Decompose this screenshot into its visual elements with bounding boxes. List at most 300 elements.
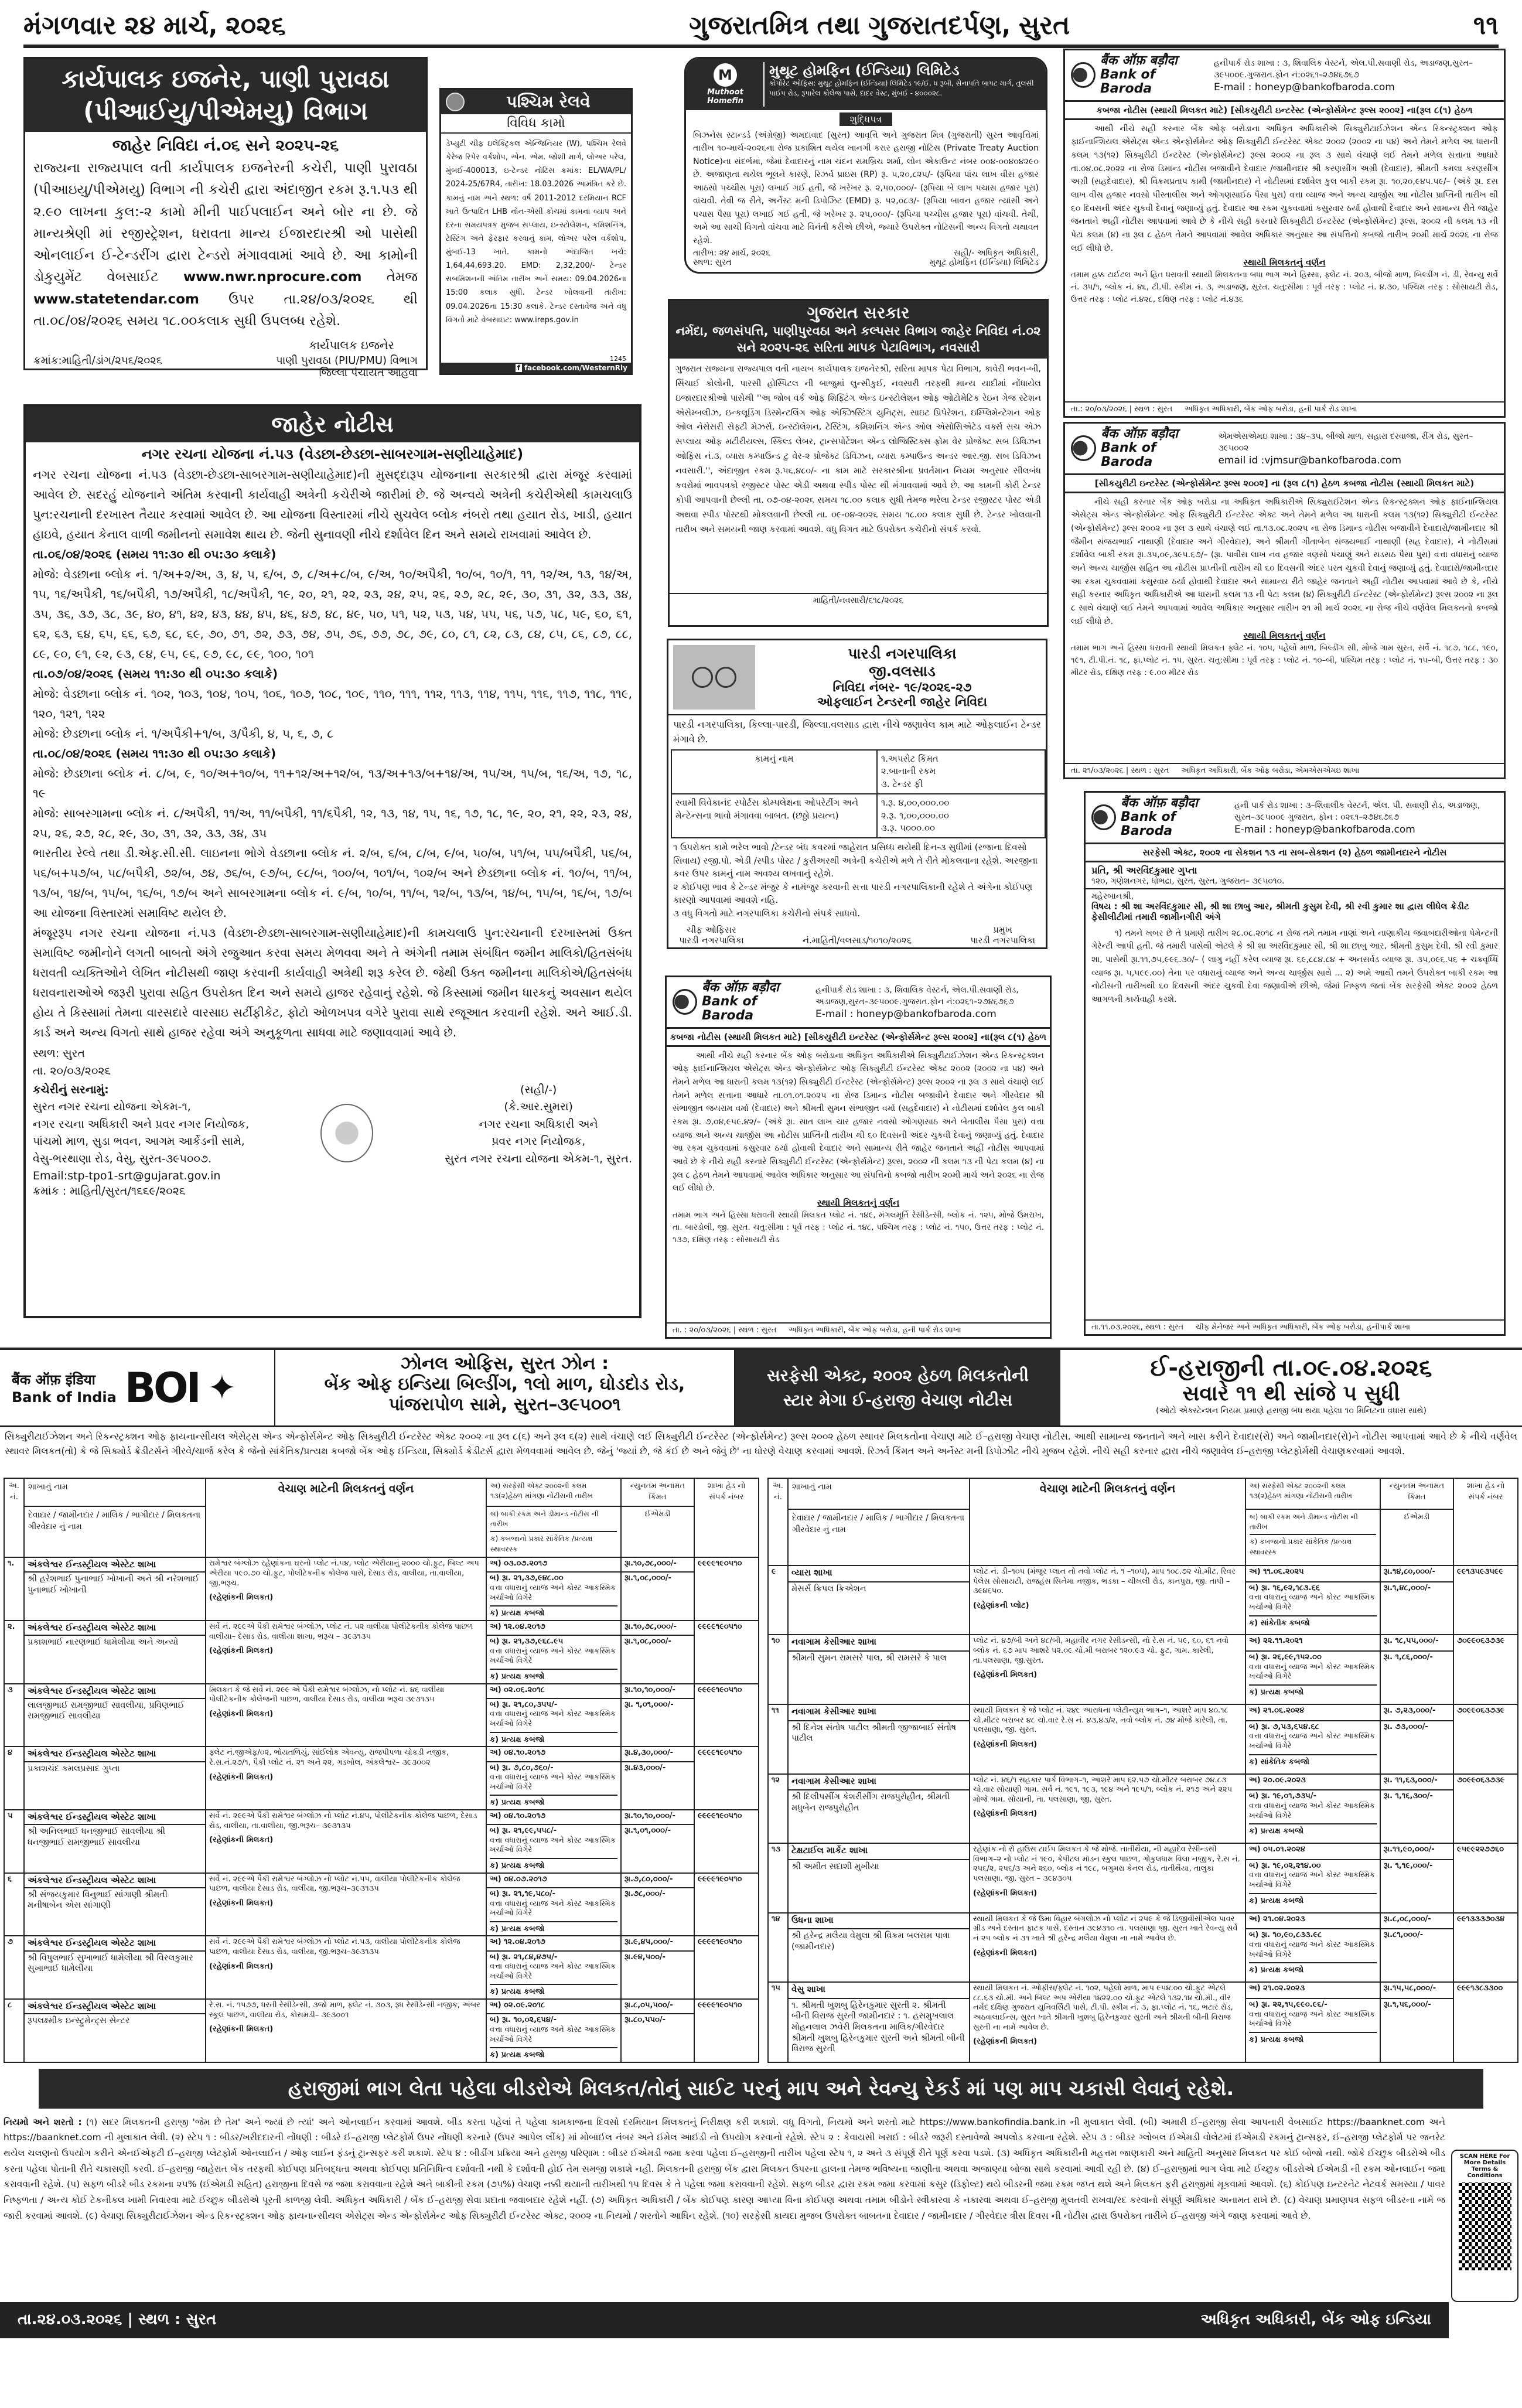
row-branch: અંકલેશ્વર ઈન્ડસ્ટ્રીયલ એસ્ટેટ શાખા	[24, 1810, 206, 1824]
bob-email[interactable]: E-mail : honeyp@bankofbaroda.com	[1234, 823, 1415, 835]
row-contact: ૯૯૧૩૩૩૭૦૩૪	[1453, 1913, 1518, 1983]
masthead-title: ગુજરાતમિત્ર તથા ગુજરાતદર્પણ, સુરત	[689, 10, 1070, 40]
row-contact: ૯૯૯૯૧૯૦૫૧૦	[694, 1684, 759, 1747]
govt-header-2: નર્મદા, જળસંપત્તિ, પાણીપુરવઠા અને કલ્પસર વિભાગ જાહેર નિવિદા નં.૦૨ સને ૨૦૨૫-૨૬ સરિતા માપક પેટાવિભાગ, નવસારી	[675, 324, 1041, 355]
tender-body-mid: તેમજ	[386, 270, 418, 285]
row-borrower: પ્રકાશભાઈ નારણભાઈ ધામેલીયા અને અન્યો	[24, 1635, 206, 1684]
row-c: ક) પ્રત્યક્ષ કબજો	[490, 1669, 617, 1682]
col-a: અ) સરફેસી એક્ટ ૨૦૦૨ની કલમ ૧૩(૨)હેઠળ માંગણા નોટીસની તારીખ	[1245, 1478, 1380, 1509]
govt-header-1: ગુજરાત સરકાર	[807, 303, 910, 322]
boi-table-row	[4, 1810, 759, 1824]
boi-table-row	[4, 1557, 759, 1572]
boi-table-row	[768, 1704, 1518, 1721]
row-contact: ૯૯૯૯૧૯૦૫૧૦	[694, 1873, 759, 1936]
pardi-ref: નં.માહિતી/વલસાડ/૧૦૧૦/૨૦૨૬	[802, 935, 912, 946]
schedule-item: મોજે: વેડછાના બ્લોક નં. ૧/અ+૨/અ, ૩, ૪, ૫, ૬/બ, ૭, ૮/અ+૮/બ, ૯/અ, ૧૦/અપૈકી, ૧૦/બ, ૧૦/૧, ૧૧, ૧૨/અ, ૧૩, ૧૪/અ, ૧૫, ૧૬/અપૈકી, ૧૬/બપૈકી, ૧૭/અપૈકી, ૧૮/અપૈકી, ૧૯, ૨૦, ૨૧, ૨૨, ૨૩, ૨૪, ૨૫, ૨૬, ૨૭, ૨૮, ૨૯, ૩૦, ૩૧, ૩૨, ૩૩, ૩૪, ૩૫, ૩૬, ૩૭, ૩૮, ૩૯, ૪૦, ૪૧, ૪૨, ૪૩, ૪૪, ૪૫, ૪૬, ૪૭, ૪૮, ૪૯, ૫૦, ૫૧, ૫૨, ૫૩, ૫૪, ૫૫, ૫૬, ૫૭, ૫૮, ૫૯, ૬૦, ૬૧, ૬૨, ૬૩, ૬૪, ૬૫, ૬૬, ૬૭, ૬૮, ૬૯, ૭૦, ૭૧, ૭૨, ૭૩, ૭૪, ૭૫, ૭૬, ૭૭, ૭૮, ૭૯, ૮૦, ૮૧, ૮૨, ૮૩, ૮૪, ૮૫, ૮૬, ૮૭, ૮૮, ૮૯, ૯૦, ૯૧, ૯૨, ૯૩, ૯૪, ૯૫, ૯૬, ૯૭, ૯૮, ૯૯, ૧૦૦, ૧૦૧	[33, 567, 632, 661]
pardi-note: ૧ ઉપરોક્ત કામે ભરેલ ભાવો /ટેન્ડર બંધ કવરમાં જાહેરાત પ્રસિધ્ધ થયેથી દિન-૩ સુધીમાં (રજાના દિવસો સિવાય) રજી.પો. એડી /સ્પીડ પોસ્ટ / કુરીઅરથી અત્રેની કચેરીએ મળે તે રીતે મોકલવાના રહેશે. અરજીના કવર ઉપર કામનું નામ અવશ્ય લખવાનું રહેશે.	[673, 842, 1038, 879]
row-borrower: પ્રકાશચંદ કમલપ્રસાદ ગુપ્તા	[24, 1762, 206, 1810]
row-contact: ૯૯૯૯૧૯૦૫૧૦	[694, 1747, 759, 1810]
row-a: અ) ૨૧.૦૪.૨૦૨૩	[1245, 1913, 1380, 1929]
bob-schedule-title: સ્થાયી મિલકતનું વર્ણન	[1243, 257, 1326, 268]
public-notice-schedule	[33, 544, 632, 843]
pardi-sign-right-2: પારડી નગરપાલિકા	[970, 935, 1035, 946]
row-branch: અંકલેશ્વર ઈન્ડસ્ટ્રીયલ એસ્ટેટ શાખા	[24, 1936, 206, 1950]
corrigendum-badge: શુદ્ધિપત્ર	[840, 112, 893, 126]
bob-brand-en: Bank of Baroda	[1120, 810, 1176, 839]
pardi-sign-left-1: ચીફ ઓફિસર	[686, 925, 736, 936]
row-reserve: રૂા.૧૦,૭૮,૦૦૦/-	[621, 1621, 694, 1635]
muthoot-body: બિઝનેસ સ્ટાન્ડર્ડ (અંગ્રેજી) અમદાવાદ (સુરત) આવૃત્તિ અને ગુજરાત મિત્ર (ગુજરાતી) સુરત આવૃત્તિમાં તારીખ ૧૦-માર્ચ-૨૦૨૬ના રોજ પ્રકાશિત થયેલ ખાનગી કરાર હરાજી નોટિસ (Private Treaty Auction Notice)ના સંદર્ભમાં, જેમાં દેવાદારનું નામ ચંદન રામબ્રિચ શર્મા, લોન એકાઉન્ટ નંબર ૦૦૪-૦૦૪૦૪૨૯૦ છે. અજાણતા થયેલ ભૂલને કારણે, રિઝર્વ પ્રાઇસ (RP) રૂ. ૫,૨૦,૮૨૫/- (રૂપિયા પાંચ લાખ વીસ હજાર આઠસો પચ્ચીસ પૂરા) લખાઈ ગઈ હતી, જે ખરેખર રૂ. ૨,૫૦,૦૦૦/- (રૂપિયા બે લાખ પચાસ હજાર પૂરા) વાંચવી. તેવી જ રીતે, અર્નેસ્ટ મની ડિપોઝિટ (EMD) રૂ. ૫૨,૦૮૩/- (રૂપિયા બાવન હજાર ત્યાંસી અને પચાસ પૈસા પૂરા) લખાઈ ગઈ હતી, જે ખરેખર રૂ. ૨૫,૦૦૦/- (રૂપિયા પચ્ચીસ હજાર પૂરા) વાંચવી. તેથી, અમે આ સાચી વિગતો વાંચવા માટે વિનંતી કરીએ છીએ, જ્યારે ઉપરોક્ત નોટિસની અન્ય વિગતો યથાવત રહેશે.	[693, 131, 1039, 245]
row-sr: ૧૧	[768, 1704, 788, 1774]
pardi-amounts	[877, 794, 1045, 838]
row-a: અ) ૦૪.૧૦.૨૦૧૭	[486, 1747, 621, 1761]
row-a: અ) ૨૧.૦૨.૨૦૨૩	[1245, 1982, 1380, 1998]
row-contact: ૭૦૯૯૦૬૩૭૩૯	[1453, 1774, 1518, 1844]
bob-branch: એમએસએમઇ શાખા : ૩૪–૩૫, બીજો માળ, સહારા દરવાજા, રીંગ રોડ, સુરત–૩૯૫૦૦૨	[1218, 431, 1473, 453]
col-reserve: ન્યુનતમ અનામત કિંમત	[1380, 1478, 1453, 1509]
row-emd: રૂા. ૭૩,૦૦૦/-	[1380, 1721, 1453, 1774]
row-emd: રૂા.૭૮,૦૦૦/-	[621, 1888, 694, 1936]
boi-logo: BOI	[124, 1363, 199, 1412]
col-c: ક) કબજાનો પ્રકાર સાંકેતિક /પ્રત્યક્ષ સ્થાવરસ્ક	[1250, 1534, 1376, 1557]
boi-banner: હરાજીમાં ભાગ લેતા પહેલા બીડરોએ મિલકત/તોનું સાઈટ પરનું માપ અને રેવન્યુ રેકર્ડ માં પણ માપ ચકાસી લેવાનું રહેશે.	[39, 2069, 1483, 2109]
bob-notice-4	[665, 976, 1052, 1339]
page-number: ૧૧	[1473, 10, 1499, 40]
boi-table-left	[4, 1478, 759, 2063]
row-property: રહેણાંક નો રો હાઉસ ટાઈપ મિલકત કે જે મોજે. તાતીથૈયા, ની મહાદેવ રેસીન્ડસી વિભાગ–૨ નો પ્લોટ નં ૧૯૦, કેપીટલ મૉડન સ્કુલ પાછળ, ગોકુલધામ વિલા નજીક, રે.સ નં. ૨૫૬/૨, ૨૫૬/૩ અને ૨૬૦, બ્લોક નં ૧૯૮, બગુમરા કેનલ રોડ, તાતીથૈયા, તાલુકા પલસાણા. જી. સુરત – ૩૯૪૩૦૫	[973, 1845, 1240, 1883]
boi-auction-time: સવારે ૧૧ થી સાંજે ૫ સુધી	[1182, 1382, 1400, 1406]
row-c: ક) પ્રત્યક્ષ કબજો	[1249, 1684, 1377, 1698]
row-a: અ) ૧૨.૦૪.૨૦૧૭	[486, 1621, 621, 1635]
row-interest-note: વત્તા વધારાનું વ્યાજ અને કોસ્ટ આકસ્મિક ખર્ચાઓ વિગેરે	[1249, 1662, 1375, 1681]
row-b: બ) રૂા. ૨૧,૯૯,૫૫૮/-	[490, 1826, 557, 1836]
row-property: સ્થાયી મિલકત નં. ઓફીસ/ફ્લેટ નં. ૧૦૨, પહેલો માળ, માપ ૯૫૪.૦૦ ચો.ફુટ એટલે ૮૮.૬૩ ચો.મી. અને બિલ્ટ અપ એરીયા ૧૪૨૨.૦૦ ચો.ફુટ એટલે ૧૩૨.૧૪ ચો.મી., વીર નર્મદ દક્ષિણ ગુજરાત યુનિવર્સિટી પાસે, ટી.પી. સ્કીમ નં. ૩, ફા.પ્લોટ નં. ૧૬, ભટાર રોડ, અઠવાલાઈન્સ, સુરત ખાતે શ્રીમતી ખુશબુ હિરેનકુમાર સુરતી અને શ્રીમતી બીની વિરાજ સુરતી ના નામે આવેલ છે.	[973, 1984, 1233, 2032]
boi-table-row	[4, 1684, 759, 1698]
bob-branch: હનીપાર્ક રોડ શાખા : ૩, શિવાલિક વેસ્ટર્ન, એલ.પી.સવાણી રોડ, અડાજણ,સુરત–૩૯૫૦૦૯.ગુજરાત.ફોન નં:૦૨૬૧–૨૭૪૬૭૬૭	[1214, 58, 1473, 80]
schedule-item: મોજે: છેડછાના બ્લોક નં. ૧/અપૈકી+૧/બ, ૩/પૈકી, ૪, ૫, ૬, ૭, ૮	[33, 727, 334, 741]
row-borrower: રૂપલક્ષ્મીક ઇન્સ્ટ્રુમેન્ટ્સ સેન્ટર	[24, 2014, 206, 2062]
row-c: ક) સાંકેતિક કબજો	[1249, 1754, 1377, 1768]
row-b: બ) રૂા. ૨૧,૮૦,૩૫૫/-	[490, 1700, 558, 1709]
col-emd: ઈએમડી	[621, 1506, 694, 1558]
row-a: અ) ૦૨.૦૯.૨૦૧૮	[486, 1999, 621, 2014]
row-sr: ૧૩	[768, 1843, 788, 1913]
schedule-item: તા.૦૭/૦૪/૨૦૨૬ (સમય ૧૧:૩૦ થી ૦૫:૩૦ કલાકે)	[33, 667, 278, 681]
pardi-amount: ૨.રૂ. ૧,૦૦,૦૦૦.૦૦	[881, 810, 949, 821]
public-notice-subtitle: નગર રચના યોજના નં.૫૩ (વેડછા-છેડછા-સાબરગામ-સણીયાહેમાદ)	[141, 446, 524, 462]
row-c: ક) પ્રત્યક્ષ કબજો	[490, 1858, 617, 1871]
muthoot-brand: Muthoot Homefin	[707, 88, 743, 105]
row-sr: ૪	[4, 1747, 24, 1810]
row-reserve: રૂા.૧૫,૫૮,૦૦૦/-	[1380, 1982, 1453, 1998]
row-emd: રૂા. ૧,૮૬,૦૦૦/-	[1380, 1651, 1453, 1704]
row-b: બ) રૂા. ૭,૫૩,૬૫૪.૬૮	[1249, 1722, 1319, 1731]
row-borrower: શ્રી સંજયકુમાર વિનુભાઈ સાંગાણી શ્રીમતી મનીષાબેન એસ સાંગાણી	[24, 1888, 206, 1936]
col-branch: શાખાનું નામ	[788, 1478, 970, 1509]
row-c: ક) પ્રત્યક્ષ કબજો	[490, 1795, 617, 1808]
masthead-date: મંગળવાર ૨૪ માર્ચ, ૨૦૨૬	[23, 10, 286, 40]
schedule-item: મોજે: સાબરગામના બ્લોક નં. ૮/અપૈકી, ૧૧/અ, ૧૧/બપૈકી, ૧૧/૬પૈકી, ૧૨, ૧૩, ૧૪, ૧૫, ૧૬, ૧૭, ૧૮, ૧૯, ૨૦, ૨૧, ૨૨, ૨૩, ૨૪, ૨૫, ૨૬, ૨૭, ૨૮, ૨૯, ૩૦, ૩૧, ૩૨, ૩૩, ૩૪, ૩૫	[33, 806, 632, 840]
row-branch: વેસુ શાખા	[788, 1982, 970, 1998]
qr-code-icon[interactable]	[1459, 2182, 1511, 2270]
pardi-note: ૨ કોઈપણ ભાવ કે ટેન્ડર મંજુર કે નામંજુર કરવાની સત્તા પારડી નગરપાલિકાની રહેશે તે અંગેના કોઈપણ કારણો આપવામાં આવશે નહિ.	[673, 881, 1033, 906]
row-a: અ) ૦૩.૦૭.૨૦૧૭	[486, 1557, 621, 1572]
bob-subject: [સીકયુરીટી ઇન્ટરેસ્ટ (એન્ફોર્સમેન્ટ રૂલ્સ ૨૦૦૨] ના (રૂલ ૮(૧) હેઠળ કબજા નોટીસ (સ્થાયી મિલકત માટે)	[1065, 475, 1504, 493]
boi-table-row	[768, 1635, 1518, 1651]
col-contact: શાખા હેડ નો સંપર્ક નંબર	[1453, 1478, 1518, 1565]
office-line[interactable]: Email:stp-tpo1-srt@gujarat.gov.in	[33, 1169, 221, 1182]
row-emd: રૂા. ૧,૧૯,૦૦૦/-	[1380, 1860, 1453, 1913]
row-interest-note: વત્તા વધારાનું વ્યાજ અને કોસ્ટ આકસ્મિક ખર્ચાઓ વિગેરે	[490, 1584, 616, 1602]
bob-email[interactable]: email id :vjmsur@bankofbaroda.com	[1218, 454, 1402, 466]
row-sr: ૭	[4, 1936, 24, 1999]
row-b: બ) રૂા. ૧૦,૯૦,૮૩૩.૯૮	[1249, 1931, 1322, 1940]
pardi-tender-no: નિવિદા નંબર- ૧૯/૨૦૨૬-૨૭	[832, 680, 972, 694]
muthoot-title: મુથૂટ હોમફિન (ઈન્ડિયા) લિમિટેડ	[769, 62, 960, 79]
row-a: અ) ૦૪.૧૦.૨૦૧૭	[486, 1810, 621, 1824]
row-sr: ૫	[4, 1810, 24, 1873]
row-a: અ) ૦૪.૦૭.૨૦૧૭	[486, 1873, 621, 1888]
row-branch: ઉધના શાખા	[788, 1913, 970, 1929]
row-b: બ) રૂા. ૨૧,૩૭,૯૪૮.૦૦	[490, 1574, 564, 1583]
schedule-item: મોજે: વેડછાના બ્લોક નં. ૧૦૨, ૧૦૩, ૧૦૪, ૧૦૫, ૧૦૬, ૧૦૭, ૧૦૮, ૧૦૯, ૧૧૦, ૧૧૧, ૧૧૨, ૧૧૩, ૧૧૪, ૧૧૫, ૧૧૬, ૧૧૭, ૧૧૮, ૧૧૯, ૧૨૦, ૧૨૧, ૧૨૨	[33, 687, 632, 721]
bob-body: નીચે સહી કરનાર બેંક ઓફ બરોડા ના અધિકૃત અધિકારીએ સિક્યુરાઈટેશન એન્ડ રિકન્સ્ટ્રક્શન ઓફ ફાઈનાન્શિયલ એસેટ્સ એન્ડ એન્ફોર્સમેન્ટ ઓફ સિક્યુરીટી ઈન્ટરેસ્ટ એક્ટ અને તેમને મળેલ આ ધારાની કલમ ૧૩(૧૨) સિક્યુરીટી ઈન્ટરેસ્ટ (એન્ફોર્સમેન્ટ) રૂલ્સ ૨૦૦૨ ના રૂલ ૩ સાથે વંચાણે લઈ તા.૧૩.૦૮.૨૦૨૫ ના રોજ ડિમાન્ડ નોટીસ બજાવીને દેવાદારો/જામીનદાર શ્રી જૈમીન સંજયભાઈ નાથાણી (દેવાદાર અને ગીરવેદાર), અને શ્રીમતી ગીતાબેન સંજયભાઈ નાથાણી (સહ દેવાદાર), ને નોટીસમાં દર્શાવેલ બાકી રકમ રૂા.૩૫,૦૯,૩૯૫.૬૭/– (રૂા. પાત્રીસ લાખ નવ હજાર ત્રણસો પંચાણું અને સડસઠ પૈસા પુરા) વત્તા વધારાનું વ્યાજ અને અન્ય ચાર્જીસ સહિત આ નોટીસ પ્રાપ્તીની તારીખ થી ૬૦ દિવસની અંદર પરત ચુકવી દેવાનું જણાવ્યું હતું. દેવાદારો/જામીનદાર આ રકમ ચુકવવામાં કસુરવાર ઠર્યા હોવાથી દેવાદાર અને સામાન્ય રીતે જાહેર જનતાને અહીં નોટીસ આપવામાં આવે છે કે, નીચે સહી કરનાર અધિકૃત અધિકારીએ આ ધારાની કલમ ૧૩ ની પેટા કલમ (૪) સિક્યુરીટી ઈન્ટરેસ્ટ (એન્ફોર્સમેન્ટ) રૂલ્સ ૨૦૦૨ ના રૂલ ૮ સાથે વંચાણે લઈ તેમને આપવામાં આવેલ અધિકાર અનુસાર તારીખ ૨૧ મી માર્ચ ૨૦૨૬ ના રોજ નીચે વર્ણવેલ મિલકતનો કબજો લઈ લીધો છે.	[1071, 497, 1498, 626]
boi-table-header	[4, 1478, 759, 1506]
pardi-tender-type: ઓફલાઈન ટેન્ડરની જાહેર નિવિદા	[817, 695, 988, 709]
row-sr: ૩	[4, 1684, 24, 1747]
bob-subject: કબજા નોટીસ (સ્થાયી મિલકત માટે) [સીકયુરીટી ઇન્ટરેસ્ટ (એન્ફોર્સમેન્ટ રૂલ્સ ૨૦૦૨] ના(રૂલ ૮(૧) હેઠળ	[1065, 102, 1504, 120]
row-property-type: (રહેણાંકની મિલકત)	[973, 1948, 1038, 1957]
row-contact: ૯૯૯૯૧૯૦૫૧૦	[694, 1557, 759, 1621]
row-branch: અંકલેશ્વર ઈન્ડસ્ટ્રીયલ એસ્ટેટ શાખા	[24, 1873, 206, 1888]
row-interest-note: વત્તા વધારાનું વ્યાજ અને કોસ્ટ આકસ્મિક ખર્ચાઓ વિગેરે	[1249, 2010, 1375, 2029]
bob-schedule-title: સ્થાયી મિલકતનું વર્ણન	[817, 1197, 900, 1208]
col-c: ક) કબજાનો પ્રકાર સાંકેતિક /પ્રત્યક્ષ સ્થાવરસ્ક	[490, 1531, 617, 1554]
office-address	[33, 1099, 249, 1185]
row-property-type: (રહેણાંકની મિલકત)	[973, 1888, 1038, 1898]
row-c: ક) પ્રત્યક્ષ કબજો	[490, 1732, 617, 1745]
row-branch: અંકલેશ્વર ઈન્ડસ્ટ્રીયલ એસ્ટેટ શાખા	[24, 1621, 206, 1635]
row-property: સર્વે નં. ૨૯૯એ પૈકી રામેશ્વર બંગ્લોઝ નો પ્લોટ નં.૪૫, પોલીટેકનીક કોલેજ પાછળ, દેસાડ રોડ, વાલીયા, તા.વાલીયા, જી.ભરૂચ– ૩૯૩૧૩૫	[209, 1812, 477, 1830]
bob-subject: સરફેસી એક્ટ, ૨૦૦૨ ના સેકશન ૧૩ ના સબ–સેકશન (૨) હેઠળ જામીનદારને નોટીસ	[1086, 844, 1504, 862]
row-sr: ૧૫	[768, 1982, 788, 2062]
col-property: વેચાણ માટેની મિલકતનું વર્ણન	[970, 1478, 1245, 1565]
pardi-table	[671, 749, 1046, 839]
tender-body	[33, 158, 418, 332]
pardi-amount: ૩.રૂ. ૫૦૦૦.૦૦	[881, 823, 935, 834]
bob-schedule: તમામ ભાગ અને હિસ્સા ધરાવતી સ્થાયી મિલકત ફ્લેટ નં. ૧૦૫, પહેલો માળ, બિલ્ડીંગ સી, મોજે ગામ સુરત, સર્વે નં. ૧૮૭, ૧૮૮, ૧૯૦, ૧૯૧, ટી.પી.નં. ૧૮, ફા.પ્લોટ નં. ૧૫, સુરત. ચતુ:સીમા : પૂર્વ તરફ : પ્લોટ નં. ૧૦–બી, પશ્ચિમ તરફ : પ્લોટ નં. ૧૫–બી, ઉત્તર તરફ : ૩૦ મીટર રોડ, દક્ષિણ તરફ : ૯.૦૦ મીટર રોડ	[1071, 643, 1498, 678]
row-property-type: (રહેણાંકની મિલકત)	[209, 1772, 274, 1782]
boi-mega-notice: સરફેસી એક્ટ, ૨૦૦૨ હેઠળ મિલકતોની સ્ટાર મેગા ઈ-હરાજી વેચાણ નોટીસ	[735, 1350, 1060, 1425]
row-property-type: (રહેણાંકની મિલકત)	[209, 1593, 274, 1602]
row-property-type: (રહેણાંકની મિલકત)	[209, 1836, 274, 1845]
qr-caption: SCAN HERE For More Details Terms & Conditions	[1459, 2153, 1510, 2179]
office-line: નગર રચના અધિકારી અને પ્રવર નગર નિયોજક,	[33, 1117, 250, 1131]
row-branch: નવાગામ કેસીઆર શાખા	[788, 1635, 970, 1651]
bob-brand-en: Bank of Baroda	[1101, 441, 1156, 470]
row-contact: ૯૯૯૯૧૯૦૫૧૦	[694, 1936, 759, 1999]
boi-table-row	[768, 1913, 1518, 1929]
bob-notice-2	[1063, 422, 1506, 779]
row-property: રામેશ્વર બંગ્લોઝ રહેણાંકના ઘરનો પ્લોટ નં.૫૪, પ્લોટ એરીયાનું ૨૦૦૦ ચો.ફુટ, બિલ્ટ અપ એરીયા ૫૯૦.૭૦ ચો.ફુટ, પોલીટેકનીક કોલેજ પાસે, દેસાડ રોડ, વાલીયા, તા.વાલીયા, જી.ભરૂચ.	[209, 1559, 479, 1588]
row-reserve: રૂા.૮,૦૫,૫૦૦/-	[621, 1999, 694, 2014]
row-branch: અંકલેશ્વર ઈન્ડસ્ટ્રીયલ એસ્ટેટ શાખા	[24, 1684, 206, 1698]
row-c: ક) પ્રત્યક્ષ કબજો	[1249, 1893, 1377, 1906]
row-property: મિલકત કે જે સર્વે નં. ૨૯૯ એ પૈકી રામેશ્વર બંગ્લોઝ, નો પ્લોટ નં. ૪૬ વાલીયા પોલીટેકનીક કોલેજની પાછળ, વાલીયા દેસાડ રોડ, વાલીયા ભરૂચ ૩૯૩૧૩૫	[209, 1685, 445, 1704]
public-notice-date: તા. ૨૦/૦૩/૨૦૨૬	[33, 1065, 111, 1078]
govt-ref: માહિતી/નવસારી/૬૧૮/૨૦૨૬	[670, 593, 1047, 607]
bob-to: પ્રતિ, શ્રી અરવિંદકુમાર ગુપ્તા	[1091, 864, 1197, 876]
row-property-type: (રહેણાંકની મિલકત)	[209, 1646, 274, 1656]
row-interest-note: વત્તા વધારાનું વ્યાજ અને કોસ્ટ આકસ્મિક ખર્ચાઓ વિગેરે	[1249, 1732, 1375, 1751]
boi-brand-hi: बैंक ऑफ़ इंडिया	[12, 1372, 95, 1388]
row-emd: રૂા.૪૩,૦૦૦/-	[621, 1762, 694, 1810]
bob-logo-icon	[1091, 804, 1116, 830]
row-reserve: રૂા. ૭,૨૩,૦૦૦/-	[1380, 1704, 1453, 1721]
row-property-type: (રહેણાંકની મિલકત)	[973, 1740, 1038, 1749]
pardi-title: પારડી નગરપાલિકા	[848, 645, 957, 662]
row-c: ક) પ્રત્યક્ષ કબજો	[490, 1605, 617, 1619]
row-c: ક) પ્રત્યક્ષ કબજો	[1249, 1962, 1377, 1976]
row-reserve: રૂા.૪,૩૦,૦૦૦/-	[621, 1747, 694, 1761]
row-emd: રૂા.૧,૦૮,૦૦૦/-	[621, 1635, 694, 1684]
govt-body: ગુજરાત રાજ્યના રાજ્યપાલ વતી નાયબ કાર્યપાલક ઇજનેરશ્રી, સરિતા માપક પેટા વિભાગ, કાવેરી ભવન-બી, સિંચાઈ કોલોની, પારસી હોસ્પિટલ ની બાજુમાં લુન્સીકુઈ, નવસારી તરફથી માન્ય યાદીમાં નોંધાયેલ ઇજારદારશ્રીઓ પાસેથી ''અ જોબ વર્ક ઓફ શિફ્ટિંગ એન્ડ ઇન્સ્ટોલેશન ઓફ ઓટોમેટિક રેઇન ગેજ સ્ટેશન એસેમ્બલીઝ, ઇન્કલૂડિંગ ડિસ્મેન્ટલિંગ ઓફ એક્ઝિસ્ટિંગ યુનિટ્સ, સાઇટ પ્રિપેરેશન, ઇમ્પ્લિમેન્ટેશન ઓફ ઓલ નેસેસરી સેફ્ટી મેઝર્સ, ઇન્સ્ટોલેશન, ટેસ્ટિંગ, કમિશનિંગ એન્ડ ઓલ એસોસિએટેડ વર્ક્સ સચ એઝ સપ્લાય ઓફ મટીરીયલ્સ, સ્કિલ્ડ લેબર, ટ્રાન્સપોર્ટેશન એન્ડ લોજિસ્ટિક્સ ફ્રોમ વેર પ્રોજેક્ટ સબ ડિવિઝન ઓફિસ નં.૩, વ્યારા કમ્પાઉન્ડ ટુ વેર-૨ પ્રોજેક્ટ ડિવિઝન, વ્યારા કમ્પાઉન્ડ અન્ડર આર.જી. સબ ડિવિઝન નવસારી.'', અંદાજીત રકમ રૂ.૫૬,૪૮૦/- ના કામ માટે સરકારશ્રીના પ્રવર્તમાન નિયમ અનુસાર સીલબંધ કવરોમાં ભાવપત્રકો રજીસ્ટર પોસ્ટ એડી અથવા સ્પીડ પોસ્ટ થી મંગાવવામાં આવે છે. આ કામની કોરી ટેન્ડર કોપી આપવાની છેલ્લી તા. ૦૭-૦૪-૨૦૨૬ સમય ૧૮.૦૦ કલાક સુધી તેમજ ભરેલા ટેન્ડર રજીસ્ટર પોસ્ટ એડી અથવા સ્પીડ પોસ્ટથી મોકલવાની છેલ્લી તા. ૦૯-૦૪-૨૦૨૬ સમય ૧૮.૦૦ કલાક સુધી છે. ટેન્ડર ખોલવાની તારીખ અને સમયની જાણ કરવામાં આવશે. વધુ વિગત માટે ઉપરોક્ત કચેરીનો સંપર્ક કરવો.	[675, 364, 1041, 534]
public-notice-ref: ક્રમાંક : માહિતી/સુરત/૧૬૬૯/૨૦૨૬	[33, 1185, 186, 1198]
row-emd: રૂા.૯૪,૫૦૦/-	[621, 1951, 694, 2000]
row-sr: ૯	[768, 1565, 788, 1635]
tender-sign-2: પાણી પુરાવઠા (PIU/PMU) વિભાગ	[276, 354, 418, 367]
row-sr: ૨.	[4, 1621, 24, 1684]
row-interest-note: વત્તા વધારાનું વ્યાજ અને કોસ્ટ આકસ્મિક ખર્ચાઓ વિગેરે	[1249, 1940, 1375, 1959]
row-reserve: રૂા.૮,૦૮,૦૦૦/-	[1380, 1913, 1453, 1929]
row-emd: રૂા.૧,૦૮,૦૦૦/-	[621, 1572, 694, 1621]
row-b: બ) રૂા. ૨૬,૯૯,૧૫૨.૦૦	[1249, 1653, 1322, 1662]
row-property: ફ્લેટ નં.જીએફ/૦૨, ભોયતળિયું, સાંઈલોક એવન્યુ, રાજપીપળા ચોકડી નજીક, રે.સ.નં.૨૭/૧, પૈકી પ્લોટ નં. ૨૧ અને ૨૨, ગડખોલ, અંકલેશ્વર– ૩૯૩૦૦૨	[209, 1748, 449, 1767]
row-emd: રૂા.૧,૪૮,૦૦૦/-	[1380, 1582, 1453, 1635]
water-supply-tender	[23, 57, 428, 380]
office-line: સુરત નગર રચના યોજના એકમ-૧,	[33, 1100, 191, 1114]
row-property: સ્થાયી મિલકત કે જે ઉમા વિહાર બંગલોઝ નો પ્લોટ નં ૨૫૯ કે જે ડિજીવીસીએલ પાવર ગ્રીડ અને દસ્તાન ફાટક પાસે, દસ્તાન ૩૯૪૩૧૦ તા. પલસાણા જી. સુરત ખાતે રેવન્યુ સર્વે નં ૨૫ બ્લોક નં ૩૧ ખાતે શ્રી હરેન્દ્ર મલૈયા વેમુલા ના નામે આવેલ છે.	[973, 1914, 1238, 1943]
officer-title-line: પ્રવર નગર નિયોજક,	[492, 1135, 586, 1148]
office-line: પાંચમો માળ, સુડા ભવન, આગમ આર્કેડની સામે,	[33, 1135, 245, 1148]
bob-brand-hi: बैंक ऑफ़ बड़ौदा	[1100, 53, 1178, 68]
bob-re: વિષય : શ્રી શા અરવિંદકુમાર સી, શ્રી શા છાબુ આર, શ્રીમતી કુસુમ દેવી, શ્રી રવી કુમાર શા દ્વારા લીધેલ ક્રેડીટ ફેસીલીટીમાં તમારી જામીનગીરી અંગે	[1091, 901, 1469, 922]
col-property: વેચાણ માટેની મિલકતનું વર્ણન	[206, 1478, 486, 1557]
link-statetendar[interactable]: www.statetendar.com	[33, 291, 199, 307]
row-interest-note: વત્તા વધારાનું વ્યાજ અને કોસ્ટ આકસ્મિક ખર્ચાઓ વિગેરે	[490, 1962, 616, 1981]
bob-footer: તા. ૨૧/૦૩/૨૦૨૬ | સ્થળ : સુરત અધિકૃત અધિકારી, બેંક ઓફ બરોડા, એમએસએમઇ શાખા	[1065, 763, 1504, 777]
railway-notice	[439, 88, 633, 375]
boi-terms: (૧) સદર મિલકતની હરાજી 'જેમ છે તેમ' અને જ્યાં છે ત્યાં' અને ઓનલાઈન કરવામાં આવશે. બીડ કરતા પહેલાં તે પહેલા કામકાજના દિવસો દરમિયાન મિલકતનું નિરીક્ષણ કરી શકાશે. વધુ વિગતો, નિયમો અને શરતો માટે https://www.bankofindia.bank.in ની મુલાકાત લેવી. (બી) અમારી ઈ–હરાજી સેવા આપનારી વેબસાઈટ https://baanknet.com અને https://baanknet.com ની મુલાકાત લેવી. (૨) સ્ટેપ ૧ : બીડર/ખરીદદારની નોંધણી : બીડરે ઈ–હરાજી પ્લેટફોર્મ ઉપર નોંધણી કરનારે (ઉપર આપેલ લીંક) માં મોબાઈલ નંબર અને ઈમેલ આઈડી નો ઉપયોગ કરવાનો રહેશે. સ્ટેપ ૨ : કેવાયસી ખરાઈ : બીડરે જરૂરી દસ્તાવેજો અપલોડ કરવાના રહેશે. સ્ટેપ ૩ : બીડર ગ્લોબલ ઈએમડી વોલેટમાં ઈએમડી રકમનું ટ્રાન્સફર, ઈ–હરાજી પ્લેટફોર્મ પર જનરેટ થયેલ ચલણનો ઉપયોગ કરીને એનઈએફટી ઈ–હરાજી પ્લેટફોર્મ ઓનલાઈન / ઓફ લાઈન ફંડનું ટ્રાન્સફર કરી શકાશે. સ્ટેપ ૪ : બીડીંગ પ્રક્રિયા અને હરાજી પરિણામ : બીડર ઈએમડી જમા કરવા પહેલા ઈ–હરાજીની તારીખ પહેલા સ્ટેપ ૧, ૨ અને ૩ સંપૂર્ણ રીતે પૂર્ણ કરવા પડશે. (૩) અધિકૃત અધિકારીની મહત્તમ જાણકારી અને માહિતી અનુસાર મિલકત પર કોઈ બોજો નથી. જોકે ઈચ્છુક બીડરોએ બીડ કરતા પહેલા પોતાની રીતે ચકાસણી કરવી. ઈ–હરાજી જાહેરાત બેંક તરફથી કોઈપણ પ્રતિબદ્ધતા અથવા કોઈપણ પ્રતિનિધિત્વ દર્શાવતી નથી કે દર્શાવતી હોઈ તેમ સમજી શકાશે નહી. મિલકતની હરાજી બેંક દ્વારા મિલકત ઉપરના હાલના તેમજ ભવિષ્યના જાણીતા અથવા અજાણ્યા બોજા સાથે કરવામાં આવી રહી છે. (૪) ઈ–હરાજીમાં ભાગ લેવા માટે ઈચ્છુક બીડરોએ ઈએમડી ની રકમ ઓનલાઈન જમા કરાવવાની રહેશે. (૫) સફળ બીડરે બીડ રકમના ૨૫% (ઈએમડી સહિત) હરાજીના દિવસે જ જમા કરાવવાના રહેશે અને બાકીની રકમ (૭૫%) વેચાણ નક્કી થયાની તારીખથી ૧૫ દિવસ કે તે પહેલા જમા કરાવવાની રહેશે. સફળ બીડર દ્વારા રકમ જમા કરવામાં કસુર (ડિફોલ્ટ) થયે બીડરની જમા રકમ જપ્ત થશે અને મિલકત ફરી હરાજીમાં મૂકવામાં આવશે. (૬) કોઈપણ ઇન્ટરનેટ નેટવર્ક સમસ્યા / પાવર નિષ્ફળતા / અન્ય કોઈ ટેકનીકલ ખામી નિવારવા માટે ઈચ્છુક બીડરોએ પૂરતી કાળજી લેવી. અધિકૃત અધિકારી / બેંક ઈ–હરાજી સેવા પ્રદાતા જવાબદાર રહેશે નહીં. (૭) અધિકૃત અધિકારી / બેંક કોઈપણ કારણ આપ્યા વિના કોઈપણ અથવા તમામ બીડોને સ્વીકારવા કે નકારવા અથવા ઈ–હરાજી મુલતવી રાખવા/રદ કરવાનો સંપૂર્ણ અધિકાર અનામત રાખે છે. (૮) વેચાણ પ્રમાણપત્ર સફળ બીડરના નામે જ જારી કરવામાં આવશે. (૯) વેચાણ સિક્યુરીટાઈઝેશન એન્ડ રિકન્સ્ટ્રક્શન ઓફ ફાયનાન્સીયલ એસેટ્સ એન્ડ એન્ફોર્સમેન્ટ ઓફ સિક્યુરીટી ઈન્ટરેસ્ટ એક્ટ, ૨૦૦૨ ના નિયમો / શરતોને આધિન રહેશે. (૧૦) સરફેસી કાયદા મુજબ ઉપરોક્ત બાબતના દેવાદાર / જામીનદાર / ગીરવેદાર ત્રીસ દિવસ ની નોટીસ દ્વારા ઉપરોક્ત તારીખે ઈ–હરાજી અંગે જાણ કરવામાં આવે છે.	[4, 2116, 1445, 2221]
row-interest-note: વત્તા વધારાનું વ્યાજ અને કોસ્ટ આકસ્મિક ખર્ચાઓ વિગેરે	[1249, 1801, 1375, 1820]
col-emd: ઈએમડી	[1380, 1509, 1453, 1565]
row-borrower: શ્રી દિનેશ સંતોષ પાટીલ શ્રીમતી જીજાબાઈ સંતોષ પાટીલ	[788, 1721, 970, 1774]
row-reserve: રૂા.૧૪,૮૦,૦૦૦/-	[1380, 1565, 1453, 1582]
row-interest-note: વત્તા વધારાનું વ્યાજ અને કોસ્ટ આકસ્મિક ખર્ચાઓ વિગેરે	[490, 1899, 616, 1918]
railway-sub: વિવિધ કામો	[441, 114, 631, 134]
boi-table-row	[4, 1747, 759, 1761]
row-sr: ૬	[4, 1873, 24, 1936]
row-emd: રૂા. ૧,૦૧,૦૦૦/-	[621, 1698, 694, 1747]
row-emd: રૂા.૧,૦૧,૦૦૦/-	[621, 1824, 694, 1873]
row-sr: ૧૦	[768, 1635, 788, 1704]
boi-auction	[0, 1348, 1522, 2408]
row-reserve: રૂા.૧૦,૭૮,૦૦૦/-	[621, 1557, 694, 1572]
row-branch: ટેક્ષટાઈલ માર્કેટ શાખા	[788, 1843, 970, 1860]
boi-brand-en: Bank of India	[12, 1389, 117, 1406]
row-reserve: રૂા. ૧૮,૫૫,૦૦૦/-	[1380, 1635, 1453, 1651]
row-sr: ૮	[4, 1999, 24, 2062]
row-branch: અંકલેશ્વર ઈન્ડસ્ટ્રીયલ એસ્ટેટ શાખા	[24, 1557, 206, 1572]
pardi-sign-left-2: પારડી નગરપાલિકા	[679, 935, 744, 946]
row-sr: ૧૪	[768, 1913, 788, 1983]
row-borrower: શ્રી હરેશભાઈ પુનાભાઈ ખોખાની અને શ્રી નરેશભાઈ પુનાભાઈ ખોખાની	[24, 1572, 206, 1621]
row-contact: ૯૫૯૯૨૨૭૭૬૦	[1453, 1843, 1518, 1913]
tender-ref: ક્રમાંક:માહિતી/ડાંગ/૨૫૬/૨૦૨૬	[33, 354, 162, 367]
row-interest-note: વત્તા વધારાનું વ્યાજ અને કોસ્ટ આકસ્મિક ખર્ચાઓ વિગેરે	[1249, 1593, 1375, 1612]
officer-title-line: સુરત નગર રચના યોજના એકમ-૧, સુરત.	[445, 1152, 632, 1165]
schedule-item: તા.૦૬/૦૪/૨૦૨૬ (સમય ૧૧:૩૦ થી ૦૫:૩૦ કલાકે)	[33, 547, 277, 561]
row-b: બ) રૂા. ૧૯,૦૨,૨૧૪.૦૦	[1249, 1861, 1321, 1870]
row-emd: રૂા.૧,૫૬,૦૦૦/-	[1380, 1998, 1453, 2062]
officer-title	[445, 1116, 632, 1168]
row-interest-note: વત્તા વધારાનું વ્યાજ અને કોસ્ટ આકસ્મિક ખર્ચાઓ વિગેરે	[490, 1773, 616, 1792]
col-b: બ) બાકી રકમ અને ડીમાન્ડ નોટીસ ની તારીખ	[1250, 1512, 1358, 1531]
row-c: ક) પ્રત્યક્ષ કબજો	[490, 2047, 617, 2061]
row-b: બ) રૂા. ૧૯,૦૧,૭૩૫/-	[1249, 1792, 1316, 1801]
row-emd: રૂા. ૧,૧૬,૩૦૦/-	[1380, 1790, 1453, 1843]
boi-footer-right: અધિકૃત અધિકારી, બેંક ઓફ ઇન્ડિયા	[1200, 2311, 1431, 2329]
bob-schedule: તમામ હક્ક ટાઈટલ અને હિત ધરાવતી સ્થાયી મિલકતના બધા ભાગ અને હિસ્સા, ફ્લેટ નં. ૨૦૩, બીજો માળ, બિલ્ડીંગ નં. ડી, રેવન્યુ સર્વે નં. ૩૫/૧, બ્લોક નં. ૪૬, ટી.પી. સ્કીમ નં. ૩, અડાજણ, સુરત. ચતુ:સીમા : પૂર્વ તરફ : પ્લોટ નં. ૪.૩૦, પશ્ચિમ તરફ : સોસાયટી રોડ, ઉત્તર તરફ : પ્લોટ નં.૪૨૮, દક્ષિણ તરફ : પ્લોટ નં.૪૩૬	[1071, 270, 1498, 305]
row-property-type: (રહેણાંકની મિલકત)	[209, 1962, 274, 1971]
pardi-sign-right-1: પ્રમુખ	[993, 925, 1012, 936]
row-a: અ) ૦૨.૦૬.૨૦૧૮	[486, 1684, 621, 1698]
row-property: સર્વે નં. ૨૯૯એ પૈકી રામેશ્વર બંગ્લોઝ નો પ્લોટ નં.૫૩, વાલીયા પોલીટેકનીક કોલેજ પાછળ, વાલીયા દેસાડ રોડ, વાલીયા, જી.ભરૂચ–૩૯૩૧૩૫	[209, 1938, 460, 1956]
schedule-item: તા.૦૮/૦૪/૨૦૨૬ (સમય ૧૧:૩૦ થી ૦૫:૩૦ કલાકે)	[33, 746, 277, 760]
schedule-item: મોજે: છેડછાના બ્લોક નં. ૮/બ, ૯, ૧૦/અ+૧૦/બ, ૧૧+૧૨/અ+૧૨/બ, ૧૩/અ+૧૩/બ+૧૪/અ, ૧૫/અ, ૧૫/બ, ૧૬/અ, ૧૭, ૧૮, ૧૯	[33, 766, 632, 800]
bob-footer: તા.૧૧.૦૩.૨૦૨૬, સ્થળ : સુરત ચીફ મેનેજર અને અધિકૃત અધિકારી, બેંક ઓફ બરોડા, હનીપાર્ક શાખા	[1086, 1319, 1504, 1334]
row-c: ક) પ્રત્યક્ષ કબજો	[490, 1984, 617, 1997]
row-b: બ) રૂા. ૧૬,૯૨,૧૮૩.૬૬	[1249, 1583, 1320, 1592]
row-interest-note: વત્તા વધારાનું વ્યાજ અને કોસ્ટ આકસ્મિક ખર્ચાઓ વિગેરે	[490, 1646, 616, 1666]
col-branch: શાખાનું નામ	[24, 1478, 206, 1506]
public-notice-body-3: મંજૂરરૂપ નગર રચના યોજના નં.૫૩ (વેડછા-છેડછા-સાબરગામ-સણીયાહેમાદ)ની કામચલાઉ પુન:રચનાની દરખાસ્તમાં ઉક્ત સમાવિષ્ટ જમીનોને લગતી બાબતો અંગે રજુઆત કરવા સમય મેળવવા અને તે અંગેની તમામ સંબંધિત જમીન માલિકો/હિતસંબંધ ધરાવતી વ્યક્તિઓને લેખિત નોટીસથી જાણ કરવાની કાર્યવાહી અત્રેથી શરૂ કરેલ છે. જેથી ઉક્ત જમીનના માલિકોએ/હિતસંબંધ ધરાવનારાઓએ જરૂરી પુરાવા સહિત ઉપરોક્ત દિન અને સમયે હાજર રહેવાનું રહેશે. જે કિસ્સામાં જમીન ધારકનું અવસાન થયેલ હોય તે કિસ્સામાં તેમના વારસદારે વારસાઇ સર્ટીફીકેટ, ફોટો ઓળખપત્ર વગેરે પુરાવા સાથે રજૂઆત કરવાની રહેશે. અને આઈ.ડી. કાર્ડ અને અન્ય વિગતો સાથે હાજર રહેવા અંગે અનુકૂળતા સાધવા માટે જણાવવામાં આવે છે.	[33, 926, 632, 1039]
railway-facebook[interactable]: facebook.com/WesternRly	[524, 364, 627, 372]
boi-table-right	[767, 1478, 1518, 2063]
bob-email[interactable]: E-mail : honeyp@bankofbaroda.com	[1214, 81, 1395, 93]
tender-sign-1: કાર્યપાલક ઇજનેર	[309, 338, 394, 353]
row-contact: ૭૦૯૯૦૬૩૭૩૯	[1453, 1704, 1518, 1774]
bob-logo-icon	[1071, 62, 1096, 88]
row-property-type: (રહેણાંકની પ્લોટ)	[973, 1601, 1029, 1610]
bob-schedule-title: સ્થાયી મિલકતનું વર્ણન	[1243, 630, 1326, 642]
row-reserve: રૂા.૧૦,૧૦,૦૦૦/-	[621, 1810, 694, 1824]
bob-logo-icon	[673, 989, 697, 1015]
row-borrower: મેસર્સ ક્રિપલ ક્રિએશન	[788, 1582, 970, 1635]
boi-table-row	[4, 1999, 759, 2014]
row-borrower: લાલજીભાઈ રામજીભાઈ સાવલીયા, પ્રવિણભાઈ રામજીભાઈ સાવલીયા	[24, 1698, 206, 1747]
row-b: બ) રૂા. ૨૧,૮૪,૪૭૫/-	[490, 1952, 558, 1962]
row-borrower: ૧. શ્રીમતી ખુશબુ હિરેનકુમાર સુરતી ૨. શ્રીમતી બીની વિરાજ સુરતી જામીનદાર : ૧. હસમુખલાલ મોહનલાલ ઝવેરી મિલકતના માલિક/ગીરવેદાર શ્રીમતી ખુશબુ હિરેનકુમાર સુરતી અને શ્રીમતી બીની વિરાજ સુરતી	[788, 1998, 970, 2062]
col-sr: અ. નં.	[4, 1478, 24, 1557]
row-reserve: રૂા. ૧૧,૬૩,૦૦૦/-	[1380, 1774, 1453, 1790]
boi-star-icon: ✦	[207, 1367, 237, 1408]
signature: (સહી/-)	[520, 1083, 557, 1096]
public-notice	[23, 404, 641, 1318]
bob-email[interactable]: E-mail : honeyp@bankofbaroda.com	[815, 1008, 997, 1020]
public-notice-header: જાહેર નોટીસ	[26, 407, 639, 442]
public-notice-place: સ્થળ: સુરત	[33, 1047, 86, 1060]
public-notice-body-2: ભારતીય રેલ્વે તથા ડી.એફ.સી.સી. લાઇનના ભોગે વેડછાના બ્લોક નં. ૨/બ, ૬/બ, ૮/બ, ૯/બ, ૫૦/બ, ૫૧/બ, ૫૫/બપૈકી, ૫૬/બ, ૫૬/બ+૫૭/બ, ૫૮/બપૈકી, ૭૨/બ, ૭૪, ૭૬/બ, ૯૭/બ, ૯૮/બ, ૧૦૦/બ, ૧૦૧/બ, ૧૦૨/બ અને છેડછાના બ્લોક નં. ૧૦/બ, ૧૧/બ, ૧૩/બ, ૧૪/બ, ૧૫/બ, ૧૬/બ, ૧૭/બ અને સાબરગામના બ્લોક નં. ૯/બ, ૧૦/બ, ૧૧/બ, ૧૨/બ, ૧૩/બ, ૧૪/બ, ૧૫/બ, ૧૬/બ, ૧૭/બ આ યોજના વિસ્તારમાં સમાવિષ્ટ થયેલ છે.	[33, 846, 632, 920]
row-reserve: રૂા.૯,૪૫,૦૦૦/-	[621, 1936, 694, 1950]
row-borrower: શ્રીમતી સુમન રામસરે પાલ, શ્રી રામસરે કે પાલ	[788, 1651, 970, 1704]
office-label: કચેરીનું સરનામું:	[33, 1083, 109, 1096]
facebook-icon: f	[516, 364, 522, 372]
row-b: બ) રૂા. ૨૧,૩૭,૯૬૮.૯૫	[490, 1637, 564, 1646]
boi-zone-addr-1: બેંક ઓફ ઇન્ડિયા બિલ્ડીંગ, ૧લો માળ, ઘોડદોડ રોડ,	[324, 1374, 685, 1394]
railway-header: પશ્ચિમ રેલવે	[506, 92, 591, 111]
bob-to-addr: ૧૨૦, ગણેશનગર, ધોભદ્રા, સુરત, સુરત, ગુજરાત– ૩૯૫૦૧૦.	[1091, 876, 1285, 886]
boi-auction-date: ઈ-હરાજીની તા.૦૯.૦૪.૨૦૨૬	[1150, 1355, 1432, 1382]
boi-terms-label: નિયમો અને શરતો :	[4, 2116, 82, 2127]
row-property-type: (રહેણાંકની મિલકત)	[973, 2037, 1038, 2047]
row-b: બ) રૂા. ૨૧,૧૯,૫૮૦/-	[490, 1889, 556, 1898]
tender-sign-3: જિલ્લા પંચાયત આહવા	[319, 367, 418, 380]
row-c: ક) પ્રત્યક્ષ કબજો	[1249, 2032, 1377, 2045]
boi-intro: સિક્યુરીટાઈઝેશન અને રિકન્સ્ટ્રક્શન ઓફ ફાયનાન્સીયલ એસેટ્સ એન્ડ એન્ફોર્સમેન્ટ ઓફ સિક્યુરીટી ઈન્ટરેસ્ટ એક્ટ ૨૦૦૨ ના રૂલ ૮(૬) અને રૂલ ૬(૨) સાથે વંચાણે લઈ સિક્યુરીટી ઈન્ટરેસ્ટ (એન્ફોર્સમેન્ટ) રૂલ્સ ૨૦૦૨ હેઠળ સ્થાવર મિલકતોના વેચાણ માટે ઈ–હરાજી વેચાણ નોટીસ. આથી સામાન્ય જનતાને અને ખાસ કરીને દેવાદાર(રો) અને જામીનદાર(રો)ને નોટીસ આપવામાં આવે છે કે નીચે વર્ણવેલ સ્થાવર મિલકત(તો) કે જે સિક્યોર્ડ ક્રેડીટર્સને ગીરવે/ચાર્જ કરેલ કે જેનો સાંકેતિક/પ્રત્યક્ષ કબજો બેંક ઓફ ઈન્ડિયા, સિક્યોર્ડ ક્રેડીટર્સ દ્વારા મેળવવામાં આવેલ છે. જેનું 'જ્યાં છે, જે કંઈ છે અને જેવું છે' ના ધોરણે વેચાણ કરવામાં આવશે. રિઝર્વ કિંમત અને અર્નેસ્ટ મની ડિપોઝીટ નીચે મુજબ રહેશે. નીચે સહી કરનાર દ્વારા નીચે જણાવેલ ઈ–હરાજી પ્લેટફોર્મથી વેચાણકરવામાં આવશે.	[5, 1431, 1517, 1457]
water-supply-header: કાર્યપાલક ઇજનેર, પાણી પુરાવઠા (પીઆઈયુ/પીએમયુ) વિભાગ	[25, 59, 426, 132]
row-borrower: શ્રી હરેન્દ્ર મલૈયા વેમુલા શ્રી વિક્રમ બલરામ પાત્રા (જામીનદાર)	[788, 1929, 970, 1982]
swachh-bharat-logo-icon	[673, 645, 755, 710]
row-c: ક) પ્રત્યક્ષ કબજો	[490, 1921, 617, 1935]
boi-zone-addr-2: પાંજરાપોળ સામે, સુરત–૩૯૫૦૦૧	[388, 1394, 621, 1415]
masthead	[23, 6, 1499, 48]
row-branch: નવાગામ કેસીઆર શાખા	[788, 1774, 970, 1790]
row-property: સ્થાયી મિલકત કે જે પ્લોટ નં. ૨૪૯ આરાધના પ્લેટીન્યુમ ભાગ–૧, આશરે માપ ૪૦.૧૮ ચો.મીટર બરાબર ૪૮ ચો.વાર રે.સ નં. ૪૩,૪૩/૨, નવો બ્લોક નં. ૭૪ મોજે કારેલી, તા. પલસાણા, જી. સુરત.	[973, 1706, 1228, 1735]
bob-branch: હનીપાર્ક રોડ શાખા : ૩, શિવાલિક વેસ્ટર્ન, એલ.પી.સવાણી રોડ, અડાજણ,સુરત–૩૯૫૦૦૯.ગુજરાત.ફોન નં:૦૨૬૧–૨૭૪૬૭૬૭	[815, 985, 1019, 1007]
boi-table-row	[4, 1621, 759, 1635]
row-a: અ) ૨૦.૦૯.૨૦૨૩	[1245, 1774, 1380, 1790]
row-property: રે.સ. નં. ૧૫૭૭, ધરતી રેસીડેન્સી, ૩જો માળ, ફ્લેટ નં. ૩૦૩, રૂધ રેસીડેન્સી નજીક, અંબર સ્કૂલ પાછળ, વાલીયા રોડ, કોસમડી– ૩૯૩૦૦૧	[209, 2001, 480, 2020]
row-contact: ૯૯૯૯૧૯૦૫૧૦	[694, 1621, 759, 1684]
pardi-notes	[668, 838, 1046, 922]
row-property-type: (રહેણાંકની મિલકત)	[973, 1809, 1038, 1819]
bob-branch: હની પાર્ક રોડ શાખા : ૩–શિવાલીક વેસ્ટર્ન, એલ. પી. સવાણી રોડ, અડાજણ, સુરત–૩૯૫૦૦૯ ગુજરાત, ફોન : ૦૨૬૧–૨૭૪૬૭૬૭	[1234, 800, 1480, 823]
row-a: અ) ૨૨.૧૧.૨૦૨૧	[1245, 1635, 1380, 1651]
row-property: સર્વે નં. ૨૯૯એ પૈકી રામેશ્વર બંગ્લોઝ, પ્લોટ નં. ૫૨ વાલીયા પોલીટેકનીક કોલેજ પાછળ વાલીયા– દેસાડ રોડ, વાલીયા શાખા, ભરૂચ – ૩૯૩૧૩૫	[209, 1622, 473, 1641]
row-branch: નવાગામ કેસીઆર શાખા	[788, 1704, 970, 1721]
row-contact: ૭૦૯૯૦૬૩૭૩૯	[1453, 1635, 1518, 1704]
row-b: બ) રૂા. ૨૨,૧૫,૯૯૦.૯૬/-	[1249, 2000, 1328, 2009]
railway-body: ડેપ્યુટી ચીફ ઇલેક્ટ્રિકલ એન્જિનિયર (W), પશ્ચિમ રેલવે કેરેજ રિપેર વર્કશોપ, એન. એમ. જોશી માર્ગ, લોઅર પરેલ, મુંબઈ-400013, ઇ-ટેન્ડર નોટિસ ક્રમાંક: EL/WA/PL/ 2024-25/67R4, તારીખ: 18.03.2026 આમંત્રિત કરે છે. કામનું નામ અને સ્થળ: વર્ષ 2011-2012 દરમિયાન RCF ખાતે ઉત્પાદિત LHB નોન-એસી કોચમાં કામના વ્યાપ અને દરના સમયપત્રક મુજબ સપ્લાય, ઇન્સ્ટોલેશન, કમિશનિંગ, ટેસ્ટિંગ અને ફેરફાર કરવાનું કામ, લોઅર પરેલ વર્કશોપ, મુંબઈ-13 ખાતે. કામનો અંદાજિત ખર્ચ: 1,64,44,693.20. EMD: 2,32,200/- ટેન્ડર સબમિશનની અંતિમ તારીખ અને સમય: 09.04.2026ના 15:00 કલાક સુધી. ટેન્ડર ખોલવાની તારીખ: 09.04.2026ના 15:30 કલાકે. ટેન્ડર દસ્તાવેજ અને વધુ વિગતો માટે વેબસાઇટ: www.ireps.gov.in	[446, 139, 626, 325]
boi-table-row	[768, 1565, 1518, 1582]
col-borrower: દેવાદાર / જામીનદાર / માલિક / ભાગીદાર / મિલકતના ગીરવેદાર નું નામ	[788, 1509, 970, 1565]
muthoot-place: સ્થળ: સુરત	[693, 257, 732, 267]
row-contact: ૯૯૯૧૩૮૩૩૦૦	[1453, 1982, 1518, 2062]
row-c: ક) પ્રત્યક્ષ કબજો	[1249, 1823, 1377, 1837]
muthoot-logo-icon: M	[714, 63, 737, 87]
row-property-type: (રહેણાંકની મિલકત)	[209, 1898, 274, 1908]
row-property: પ્લોટ નં. ૪૬/૧ સહકાર પાર્ક વિભાગ–૧, આશરે માપ ૬૨.૫૭ ચો.મીટર બરાબર ૭૪.૮૩ ચો.વાર સોયાણી ગામ. સર્વે નં. ૧૯૧, ૧૯૩, ૧૯૪ અને ૧૯૫/૧, બ્લોક નં. ૨૧૭ અને ૨૨૫ મોજે ગામ. સોયાની, તા. પલસાણા, જી. સુરત.	[973, 1775, 1233, 1804]
pardi-work-name: સ્વામી વિવેકાનંદ સ્પોર્ટસ કોમ્પલેક્ષના ઓપરેટીંગ અને મેન્ટેન્સના ભાવો મંગાવવા બાબત. (છઠ્ઠો પ્રયત્ન)	[671, 794, 877, 838]
boi-table-row	[768, 1774, 1518, 1790]
col-borrower: દેવાદાર / જામીનદાર / માલિક / ભાગીદાર / મિલકતના ગીરવેદાર નું નામ	[24, 1506, 206, 1558]
officer-name: (કે.આર.સુમરા)	[504, 1100, 573, 1114]
link-nprocure[interactable]: www.nwr.nprocure.com	[183, 270, 362, 285]
row-sr: ૧.	[4, 1557, 24, 1621]
pardi-note: ૩ વધુ વિગતો માટે નગરપાલિકા કચેરીનો સંપર્ક સાધવો.	[673, 908, 861, 919]
row-interest-note: વત્તા વધારાનું વ્યાજ અને કોસ્ટ આકસ્મિક ખર્ચાઓ વિગેરે	[490, 1836, 616, 1855]
